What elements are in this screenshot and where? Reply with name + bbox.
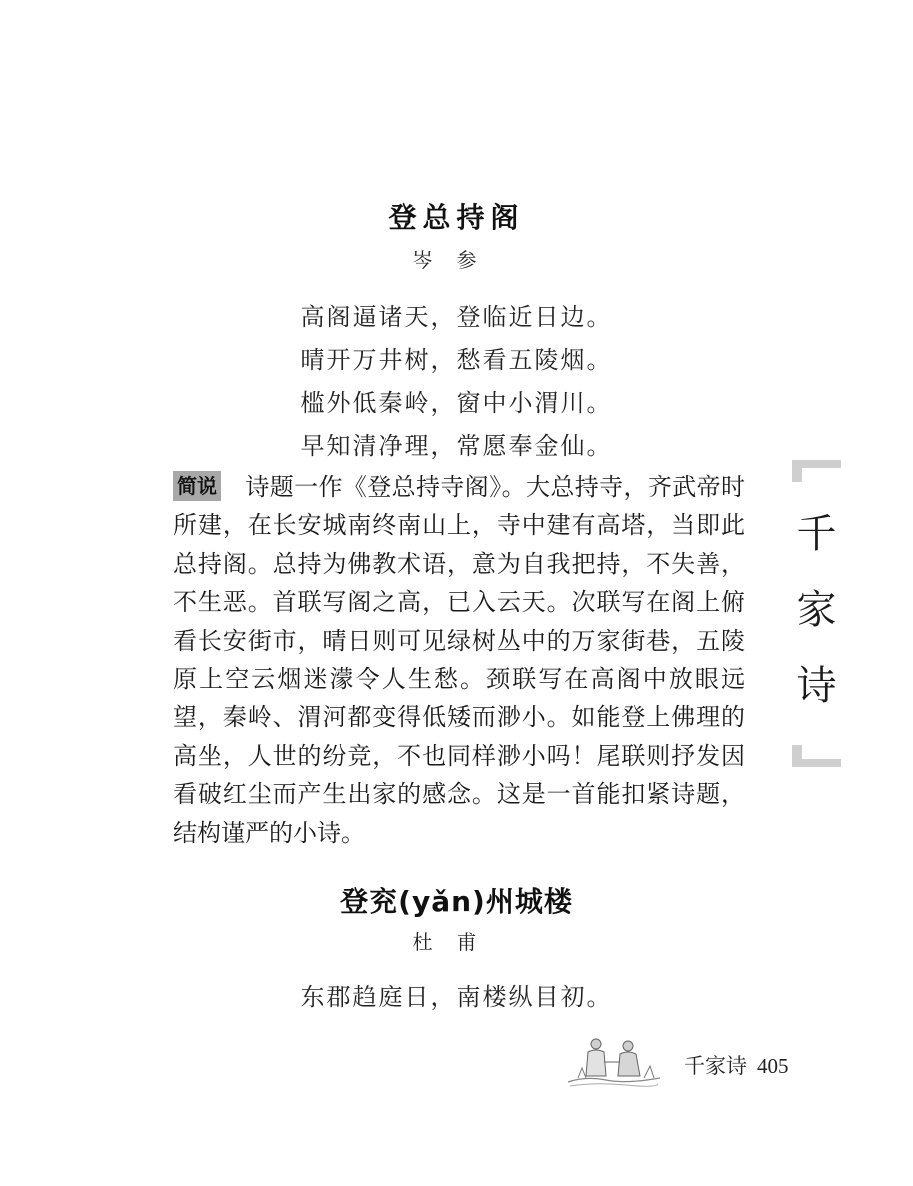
poem-line: 晴开万井树，愁看五陵烟。 xyxy=(300,346,613,374)
poem-author-2: 杜甫 xyxy=(412,930,501,954)
poem-line: 槛外低秦岭，窗中小渭川。 xyxy=(300,389,613,417)
side-tab-text xyxy=(792,496,841,724)
figures-illustration-icon xyxy=(566,1032,662,1088)
chapter-side-tab xyxy=(792,460,841,767)
bracket-top-icon xyxy=(792,460,841,482)
poem-line: 东郡趋庭日，南楼纵目初。 xyxy=(300,983,613,1011)
poem-author: 岑参 xyxy=(412,248,501,272)
side-tab-char: 家 xyxy=(796,587,837,633)
commentary-label: 简说 xyxy=(173,471,221,501)
bracket-bottom-icon xyxy=(792,745,841,767)
side-tab-char: 千 xyxy=(796,511,837,557)
poem-line: 早知清净理，常愿奉金仙。 xyxy=(300,432,613,460)
commentary-paragraph xyxy=(173,468,745,852)
book-title: 千家诗 xyxy=(684,1054,747,1078)
poem-title-2: 登兖(yǎn)州城楼 xyxy=(340,885,573,918)
commentary-text: 诗题一作《登总持寺阁》。大总持寺，齐武帝时所建，在长安城南终南山上，寺中建有高塔，当即此总持阁。总持为佛教术语，意为自我把持，不失善，不生恶。首联写阁之高，已入云天。次联写在阁上俯看长安街市，晴日则可见绿树丛中的万家街巷，五陵原上空云烟迷濛令人生愁。颈联写在高阁中放眼远望，秦岭、渭河都变得低矮而渺小。如能登上佛理的高坐，人世的纷竞，不也同样渺小吗！尾联则抒发因看破红尘而产生出家的感念。这是一首能扣紧诗题，结构谨严的小诗。 xyxy=(173,473,745,847)
footer-text xyxy=(684,1050,789,1080)
poem-lines-2 xyxy=(0,976,913,1019)
poem-title: 登总持阁 xyxy=(388,201,525,234)
poem-line: 高阁逼诸天，登临近日边。 xyxy=(300,303,613,331)
page-footer xyxy=(566,1032,806,1092)
page-number: 405 xyxy=(757,1054,789,1078)
poem-lines xyxy=(0,296,913,468)
side-tab-char: 诗 xyxy=(796,663,837,709)
